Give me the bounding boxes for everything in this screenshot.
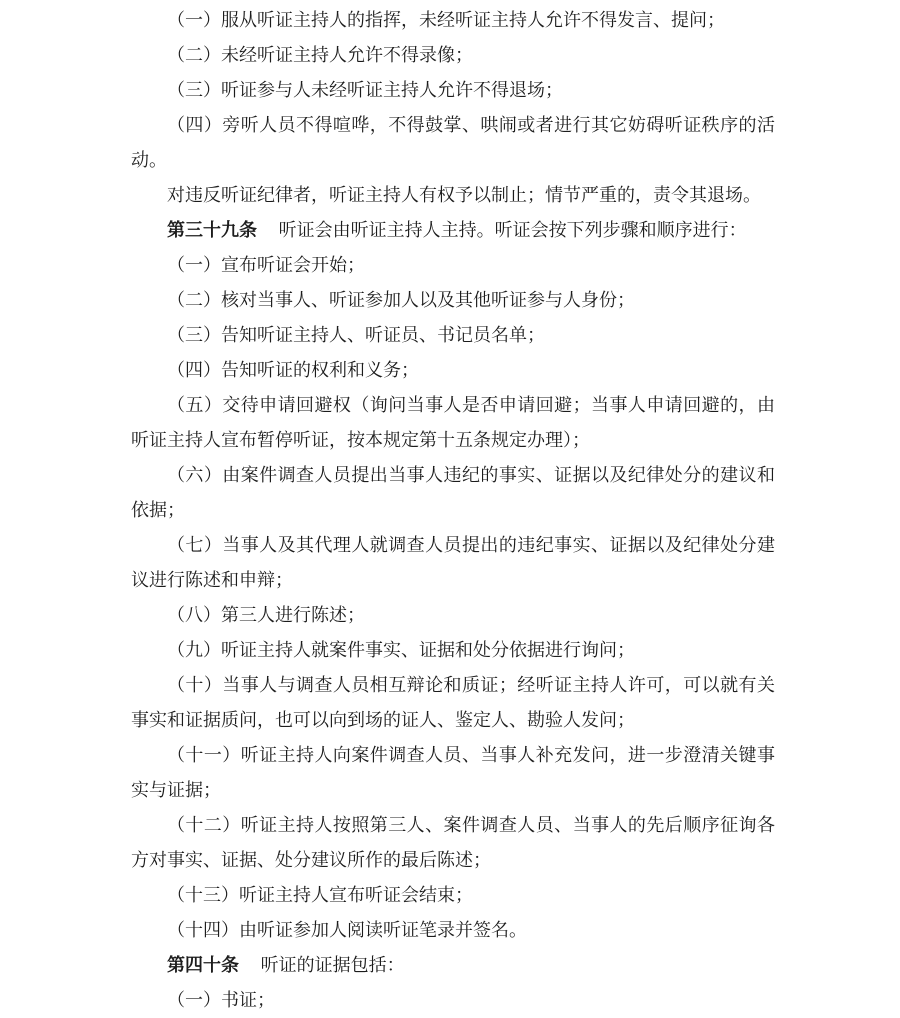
article-40 — [131, 948, 775, 983]
step-item-8 — [131, 598, 775, 633]
article-40-text: 听证的证据包括： — [260, 955, 405, 975]
step-item-6 — [131, 458, 775, 528]
paragraph-text: （八）第三人进行陈述； — [167, 605, 365, 625]
paragraph-text: （十四）由听证参加人阅读听证笔录并签名。 — [167, 920, 527, 940]
paragraph-text: （二）未经听证主持人允许不得录像； — [167, 45, 473, 65]
paragraph-text: （九）听证主持人就案件事实、证据和处分依据进行询问； — [167, 640, 635, 660]
paragraph-text: （十二）听证主持人按照第三人、案件调查人员、当事人的先后顺序征询各方对事实、证据、处分建议所作的最后陈述； — [131, 815, 775, 870]
step-item-7 — [131, 528, 775, 598]
article-39-text: 听证会由听证主持人主持。听证会按下列步骤和顺序进行： — [278, 220, 747, 240]
article-39-number: 第三十九条 — [167, 220, 257, 240]
step-item-10 — [131, 668, 775, 738]
paragraph-item-1 — [131, 3, 775, 38]
paragraph-item-3 — [131, 73, 775, 108]
step-item-12 — [131, 808, 775, 878]
step-item-13 — [131, 878, 775, 913]
paragraph-text: （五）交待申请回避权（询问当事人是否申请回避；当事人申请回避的，由听证主持人宣布暂停听证，按本规定第十五条规定办理）； — [131, 395, 775, 450]
paragraph-text: （七）当事人及其代理人就调查人员提出的违纪事实、证据以及纪律处分建议进行陈述和申辩； — [131, 535, 775, 590]
evidence-item-1 — [131, 983, 775, 1018]
paragraph-text: （十）当事人与调查人员相互辩论和质证；经听证主持人许可，可以就有关事实和证据质问，也可以向到场的证人、鉴定人、勘验人发问； — [131, 675, 775, 730]
paragraph-item-2 — [131, 38, 775, 73]
step-item-5 — [131, 388, 775, 458]
article-40-number: 第四十条 — [167, 955, 239, 975]
paragraph-text: （二）核对当事人、听证参加人以及其他听证参与人身份； — [167, 290, 635, 310]
paragraph-text: （六）由案件调查人员提出当事人违纪的事实、证据以及纪律处分的建议和依据； — [131, 465, 775, 520]
step-item-9 — [131, 633, 775, 668]
paragraph-discipline-enforcement — [131, 178, 775, 213]
step-item-11 — [131, 738, 775, 808]
step-item-3 — [131, 318, 775, 353]
step-item-4 — [131, 353, 775, 388]
paragraph-item-4 — [131, 108, 775, 178]
step-item-1 — [131, 248, 775, 283]
paragraph-text: （三）听证参与人未经听证主持人允许不得退场； — [167, 80, 563, 100]
paragraph-text: （十三）听证主持人宣布听证会结束； — [167, 885, 473, 905]
paragraph-text: （四）旁听人员不得喧哗，不得鼓掌、哄闹或者进行其它妨碍听证秩序的活动。 — [131, 115, 775, 170]
article-39 — [131, 213, 775, 248]
paragraph-text: （四）告知听证的权利和义务； — [167, 360, 419, 380]
paragraph-text: （一）服从听证主持人的指挥，未经听证主持人允许不得发言、提问； — [167, 10, 725, 30]
paragraph-text: （一）宣布听证会开始； — [167, 255, 365, 275]
step-item-14 — [131, 913, 775, 948]
paragraph-text: （十一）听证主持人向案件调查人员、当事人补充发问，进一步澄清关键事实与证据； — [131, 745, 775, 800]
step-item-2 — [131, 283, 775, 318]
paragraph-text: （一）书证； — [167, 990, 275, 1010]
paragraph-text: 对违反听证纪律者，听证主持人有权予以制止；情节严重的，责令其退场。 — [167, 185, 761, 205]
paragraph-text: （三）告知听证主持人、听证员、书记员名单； — [167, 325, 545, 345]
